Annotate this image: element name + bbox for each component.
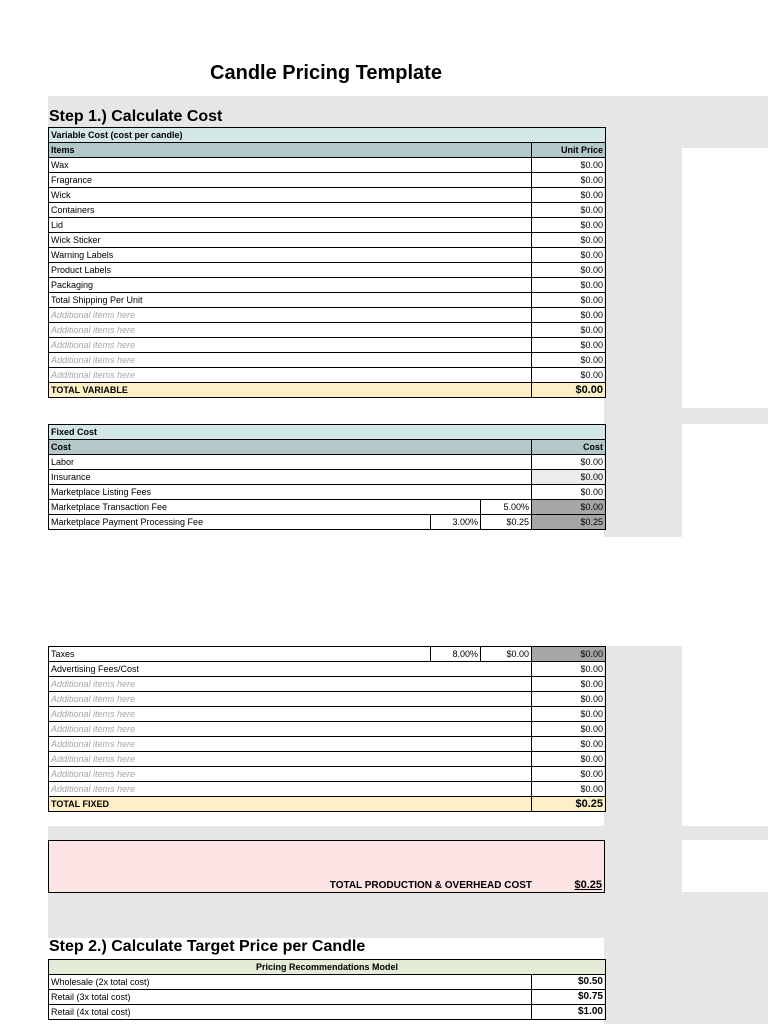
row-value[interactable]: $0.00: [532, 323, 606, 338]
row-value[interactable]: $0.00: [532, 677, 606, 692]
row-value[interactable]: $0.00: [532, 248, 606, 263]
listing-fee-label: Marketplace Listing Fees: [49, 485, 532, 500]
table-row: [49, 233, 606, 248]
table-row: [49, 647, 606, 662]
sheet-background: [604, 646, 682, 826]
listing-fee-value[interactable]: $0.00: [532, 485, 606, 500]
row-label: Additional items here: [49, 707, 532, 722]
sheet-background: [604, 840, 682, 892]
table-row: [49, 662, 606, 677]
pricing-label: Retail (3x total cost): [49, 990, 532, 1005]
sheet-background: [604, 408, 768, 424]
variable-section-header: [49, 128, 606, 143]
col-cost: Cost: [49, 440, 532, 455]
table-row: [49, 218, 606, 233]
total-variable-label: TOTAL VARIABLE: [49, 383, 532, 398]
row-label: Product Labels: [49, 263, 532, 278]
variable-column-header: [49, 143, 606, 158]
row-label: Wick: [49, 188, 532, 203]
taxes-pct[interactable]: 8.00%: [431, 647, 481, 662]
sheet-background: [604, 424, 682, 537]
row-value[interactable]: $0.00: [532, 263, 606, 278]
row-value[interactable]: $0.00: [532, 158, 606, 173]
processing-fee-label: Marketplace Payment Processing Fee: [49, 515, 431, 530]
row-label: Wick Sticker: [49, 233, 532, 248]
row-value[interactable]: $0.00: [532, 692, 606, 707]
table-row: [49, 677, 606, 692]
total-fixed-value[interactable]: $0.25: [532, 797, 606, 812]
row-value[interactable]: $0.00: [532, 233, 606, 248]
sheet-background: [48, 826, 768, 840]
transaction-fee-pct[interactable]: 5.00%: [481, 500, 532, 515]
row-label: Additional items here: [49, 323, 532, 338]
table-row: [49, 470, 606, 485]
taxes-label: Taxes: [49, 647, 431, 662]
advertising-label: Advertising Fees/Cost: [49, 662, 532, 677]
table-row: [49, 455, 606, 470]
table-row: [49, 692, 606, 707]
row-label: Warning Labels: [49, 248, 532, 263]
col-unit-price: Unit Price: [532, 143, 606, 158]
labor-value[interactable]: $0.00: [532, 455, 606, 470]
pricing-label: Retail (4x total cost): [49, 1005, 532, 1020]
pricing-value: $0.50: [532, 975, 606, 990]
row-value[interactable]: $0.00: [532, 203, 606, 218]
variable-section-title: Variable Cost (cost per candle): [49, 128, 606, 143]
pricing-recommendations-table: [48, 959, 606, 1020]
fixed-cost-table-continued: [48, 646, 606, 812]
table-row: [49, 752, 606, 767]
fixed-column-header: [49, 440, 606, 455]
row-value[interactable]: $0.00: [532, 707, 606, 722]
row-label: Additional items here: [49, 722, 532, 737]
row-value[interactable]: $0.00: [532, 293, 606, 308]
processing-fee-pct[interactable]: 3.00%: [431, 515, 481, 530]
pricing-model-header: [49, 960, 606, 975]
page-title: Candle Pricing Template: [210, 62, 442, 84]
fixed-section-header: [49, 425, 606, 440]
table-row: [49, 485, 606, 500]
row-value[interactable]: $0.00: [532, 338, 606, 353]
fixed-cost-table: [48, 424, 606, 530]
table-row: [49, 767, 606, 782]
row-label: Additional items here: [49, 782, 532, 797]
row-label: Containers: [49, 203, 532, 218]
pricing-value: $0.75: [532, 990, 606, 1005]
row-label: Additional items here: [49, 338, 532, 353]
sheet-background: [604, 148, 682, 408]
row-label: Additional items here: [49, 677, 532, 692]
step1-heading: Step 1.) Calculate Cost: [49, 108, 223, 125]
pricing-value: $1.00: [532, 1005, 606, 1020]
row-value[interactable]: $0.00: [532, 782, 606, 797]
table-row: [49, 707, 606, 722]
insurance-label: Insurance: [49, 470, 532, 485]
sheet-background: [48, 892, 768, 938]
variable-cost-table: [48, 127, 606, 398]
row-value[interactable]: $0.00: [532, 368, 606, 383]
row-label: Additional items here: [49, 353, 532, 368]
sheet-background: [604, 938, 768, 1024]
advertising-value[interactable]: $0.00: [532, 662, 606, 677]
row-value[interactable]: $0.00: [532, 737, 606, 752]
taxes-amount: $0.00: [481, 647, 532, 662]
total-fixed-label: TOTAL FIXED: [49, 797, 532, 812]
table-row: [49, 782, 606, 797]
transaction-fee-label: Marketplace Transaction Fee: [49, 500, 481, 515]
table-row: [49, 353, 606, 368]
total-variable-row: [49, 383, 606, 398]
table-row: [49, 293, 606, 308]
table-row: [49, 368, 606, 383]
table-row: [49, 173, 606, 188]
total-fixed-row: [49, 797, 606, 812]
pricing-row: [49, 990, 606, 1005]
row-label: Packaging: [49, 278, 532, 293]
fixed-section-title: Fixed Cost: [49, 425, 606, 440]
row-value[interactable]: $0.00: [532, 308, 606, 323]
row-value[interactable]: $0.00: [532, 752, 606, 767]
row-label: Additional items here: [49, 308, 532, 323]
table-row: [49, 737, 606, 752]
row-value[interactable]: $0.00: [532, 218, 606, 233]
row-label: Additional items here: [49, 752, 532, 767]
col-cost-right: Cost: [532, 440, 606, 455]
production-overhead-label: TOTAL PRODUCTION & OVERHEAD COST: [329, 880, 532, 891]
row-value[interactable]: $0.00: [532, 173, 606, 188]
row-value[interactable]: $0.00: [532, 722, 606, 737]
table-row: [49, 722, 606, 737]
row-value[interactable]: $0.00: [532, 767, 606, 782]
step2-heading: Step 2.) Calculate Target Price per Candle: [49, 938, 366, 955]
table-row: [49, 158, 606, 173]
row-value[interactable]: $0.00: [532, 353, 606, 368]
labor-label: Labor: [49, 455, 532, 470]
total-variable-value[interactable]: $0.00: [532, 383, 606, 398]
table-row: [49, 263, 606, 278]
pricing-model-title: Pricing Recommendations Model: [49, 960, 606, 975]
row-label: Total Shipping Per Unit: [49, 293, 532, 308]
taxes-value: $0.00: [532, 647, 606, 662]
production-overhead-value[interactable]: $0.25: [574, 879, 602, 891]
pricing-row: [49, 975, 606, 990]
table-row: [49, 278, 606, 293]
row-label: Additional items here: [49, 737, 532, 752]
table-row: [49, 338, 606, 353]
processing-fee-value: $0.25: [532, 515, 606, 530]
table-row: [49, 308, 606, 323]
col-items: Items: [49, 143, 532, 158]
table-row: [49, 323, 606, 338]
table-row: [49, 188, 606, 203]
pricing-label: Wholesale (2x total cost): [49, 975, 532, 990]
row-label: Additional items here: [49, 368, 532, 383]
row-value[interactable]: $0.00: [532, 188, 606, 203]
table-row: [49, 203, 606, 218]
table-row: [49, 248, 606, 263]
pricing-row: [49, 1005, 606, 1020]
transaction-fee-value: $0.00: [532, 500, 606, 515]
processing-fee-flat[interactable]: $0.25: [481, 515, 532, 530]
row-label: Wax: [49, 158, 532, 173]
table-row: [49, 500, 606, 515]
production-overhead-box: [48, 840, 605, 893]
row-label: Additional items here: [49, 692, 532, 707]
row-value[interactable]: $0.00: [532, 278, 606, 293]
row-label: Fragrance: [49, 173, 532, 188]
table-row: [49, 515, 606, 530]
row-label: Additional items here: [49, 767, 532, 782]
row-label: Lid: [49, 218, 532, 233]
insurance-value[interactable]: $0.00: [532, 470, 606, 485]
